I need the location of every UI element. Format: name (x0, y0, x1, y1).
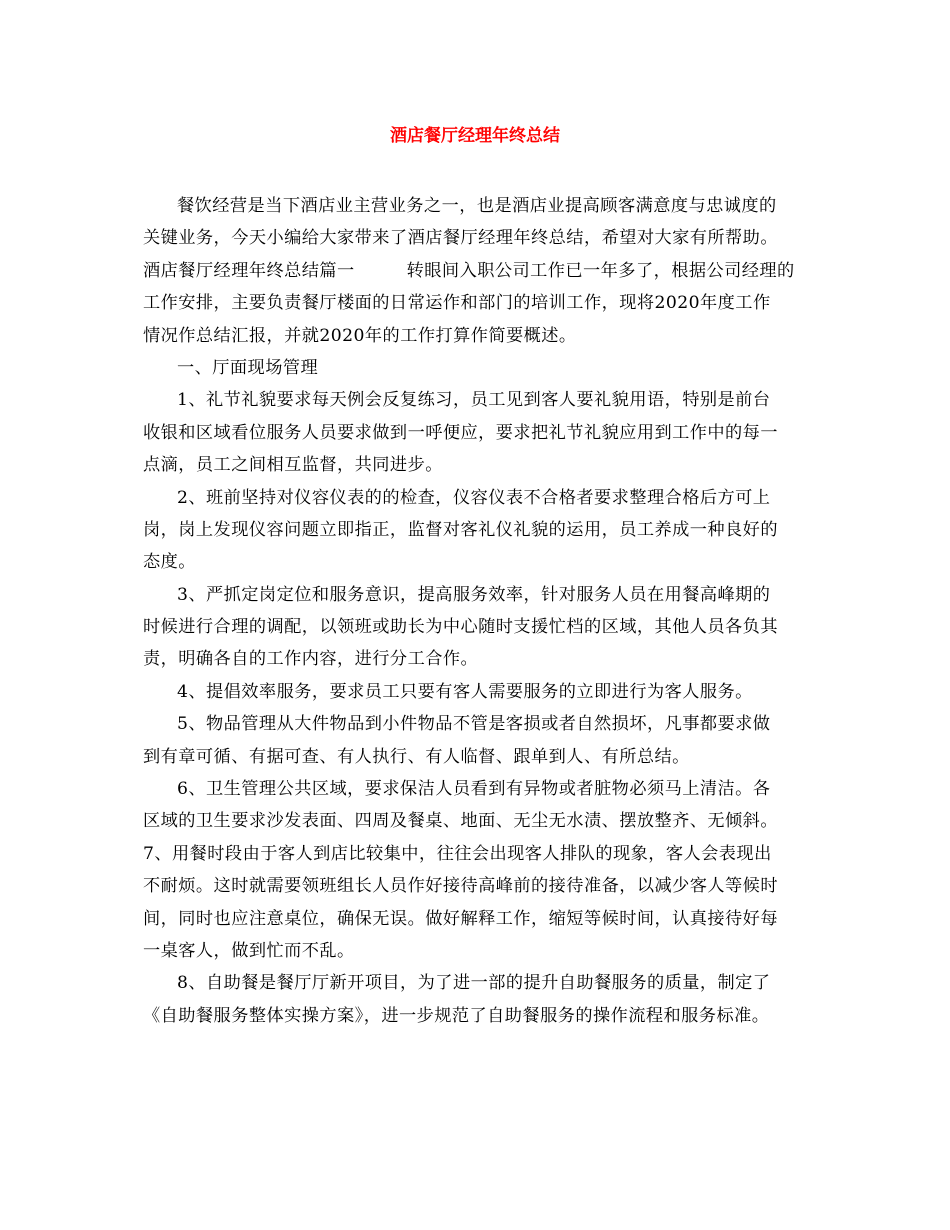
item-2-line-1: 2、班前坚持对仪容仪表的的检查，仪容仪表不合格者要求整理合格后方可上 (177, 487, 771, 508)
item-8-line-2: 《自助餐服务整体实操方案》，进一步规范了自助餐服务的操作流程和服务标准。 (143, 1005, 770, 1026)
item-5-line-1: 5、物品管理从大件物品到小件物品不管是客损或者自然损坏，凡事都要求做 (177, 714, 771, 735)
intro-line-2: 关键业务，今天小编给大家带来了酒店餐厅经理年终总结，希望对大家有所帮助。 (143, 228, 778, 249)
document-title: 酒店餐厅经理年终总结 (390, 126, 560, 146)
item-3-line-3: 责，明确各自的工作内容，进行分工合作。 (143, 649, 479, 670)
item-2-line-2: 岗，岗上发现仪容问题立即指正，监督对客礼仪礼貌的运用，员工养成一种良好的 (143, 519, 778, 540)
chapter-heading: 酒店餐厅经理年终总结篇一 (143, 260, 355, 281)
item-1-line-1: 1、礼节礼貌要求每天例会反复练习，员工见到客人要礼貌用语，特别是前台 (177, 390, 771, 411)
intro-line-5: 情况作总结汇报，并就2020年的工作打算作简要概述。 (143, 325, 577, 346)
item-7-line-2: 不耐烦。这时就需要领班组长人员作好接待高峰前的接待准备，以减少客人等候时 (143, 876, 778, 897)
item-3-line-1: 3、严抓定岗定位和服务意识，提高服务效率，针对服务人员在用餐高峰期的 (177, 584, 771, 605)
item-2-line-3: 态度。 (143, 552, 196, 573)
item-7-line-3: 间，同时也应注意桌位，确保无误。做好解释工作，缩短等候时间，认真接待好每 (143, 908, 778, 929)
intro-line-3 (143, 255, 833, 287)
intro-line-1: 餐饮经营是当下酒店业主营业务之一，也是酒店业提高顾客满意度与忠诚度的 (177, 196, 777, 216)
document-body (143, 190, 833, 1032)
item-6-line-2: 区域的卫生要求沙发表面、四周及餐桌、地面、无尘无水渍、摆放整齐、无倾斜。 (143, 811, 778, 832)
item-8-line-1: 8、自助餐是餐厅厅新开项目，为了进一部的提升自助餐服务的质量，制定了 (177, 973, 771, 994)
item-5-line-2: 到有章可循、有据可查、有人执行、有人临督、跟单到人、有所总结。 (143, 746, 690, 767)
section-heading: 一、厅面现场管理 (177, 357, 319, 378)
intro-line-3-text: 转眼间入职公司工作已一年多了，根据公司经理的 (406, 260, 795, 281)
intro-line-4: 工作安排，主要负责餐厅楼面的日常运作和部门的培训工作，现将2020年度工作 (143, 293, 771, 314)
item-3-line-2: 时候进行合理的调配，以领班或助长为中心随时支援忙档的区域，其他人员各负其 (143, 617, 778, 638)
item-6-line-1: 6、卫生管理公共区域，要求保洁人员看到有异物或者脏物必须马上清洁。各 (177, 779, 771, 800)
item-1-line-3: 点滴，员工之间相互监督，共同进步。 (143, 455, 443, 476)
item-1-line-2: 收银和区域看位服务人员要求做到一呼便应，要求把礼节礼貌应用到工作中的每一 (143, 422, 778, 443)
item-7-line-1: 7、用餐时段由于客人到店比较集中，往往会出现客人排队的现象，客人会表现出 (143, 843, 772, 864)
item-4-line-1: 4、提倡效率服务，要求员工只要有客人需要服务的立即进行为客人服务。 (177, 681, 753, 702)
item-7-line-4: 一桌客人，做到忙而不乱。 (143, 940, 355, 961)
